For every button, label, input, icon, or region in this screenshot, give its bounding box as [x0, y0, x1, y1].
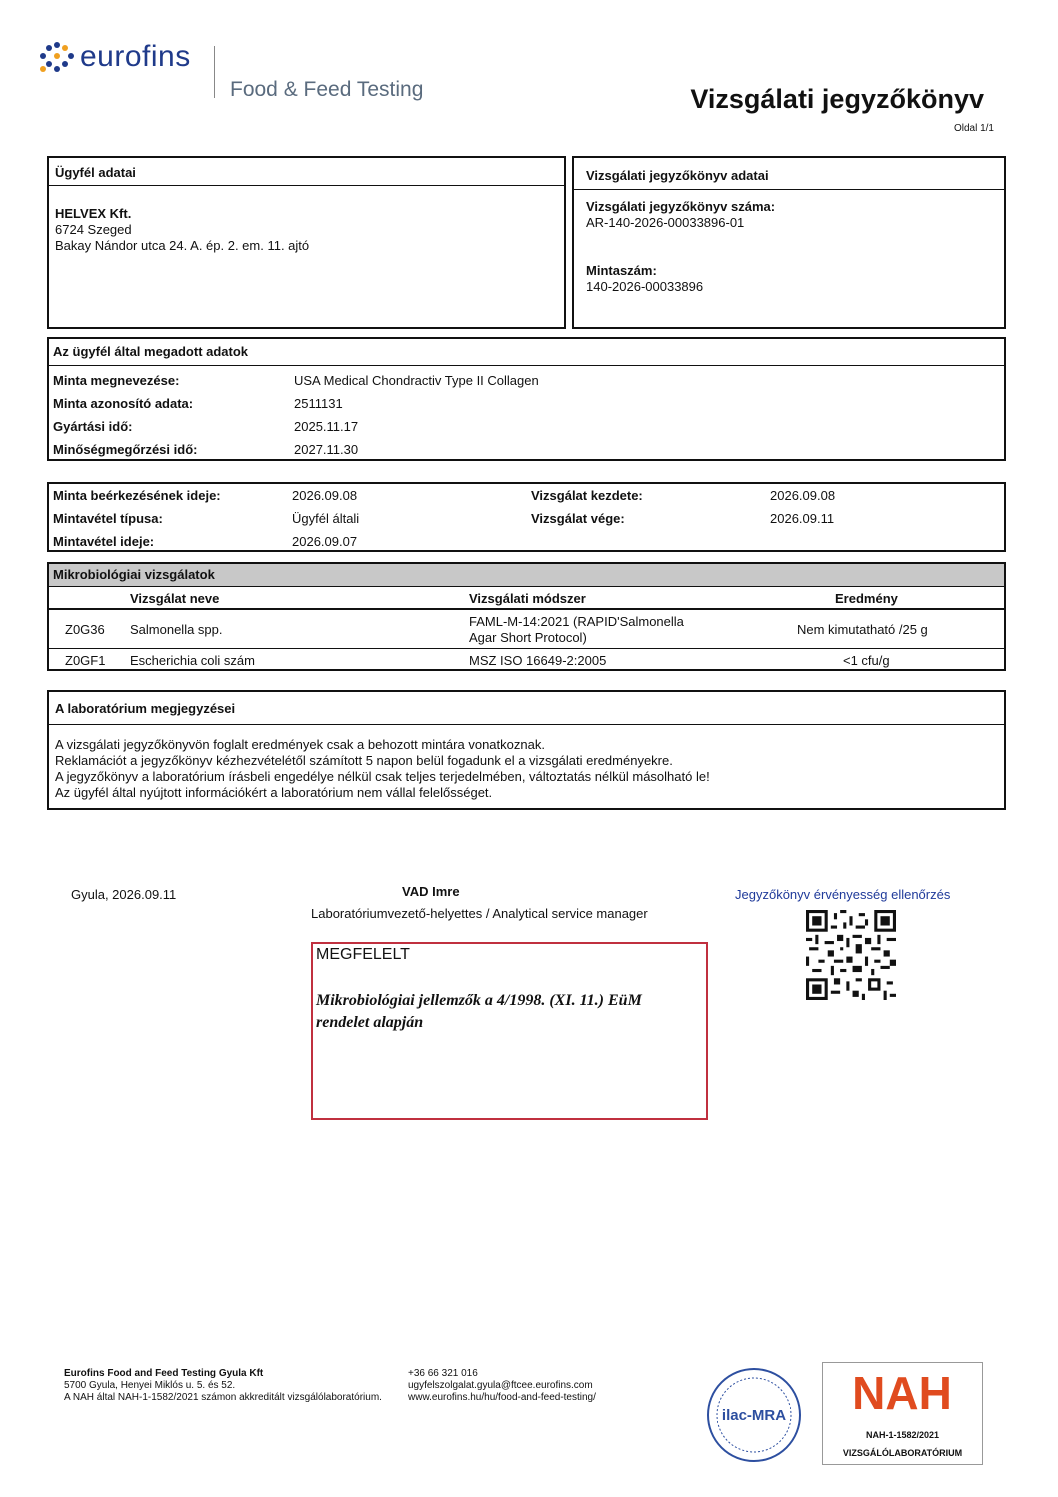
remarks-heading: A laboratórium megjegyzései: [49, 692, 1004, 725]
place-date: Gyula, 2026.09.11: [71, 887, 177, 902]
sample-arrival-value: 2026.09.08: [292, 488, 358, 503]
remark-line: Reklamációt a jegyzőkönyv kézhezvételétől számított 5 napon belül fogadunk el a vizsgálati eredményekre.: [55, 753, 673, 768]
footer-accreditation: A NAH által NAH-1-1582/2021 számon akkreditált vizsgálólaboratórium.: [64, 1392, 382, 1403]
test-end-label: Vizsgálat vége:: [531, 511, 625, 526]
footer-website[interactable]: www.eurofins.hu/hu/food-and-feed-testing/: [408, 1392, 596, 1403]
test-end-value: 2026.09.11: [770, 511, 835, 526]
sampling-date-label: Mintavétel ideje:: [53, 534, 155, 549]
table-row-method: FAML-M-14:2021 (RAPID'Salmonella: [469, 614, 684, 629]
table-row-method: MSZ ISO 16649-2:2005: [469, 653, 607, 668]
test-start-label: Vizsgálat kezdete:: [531, 488, 643, 503]
footer-phone: +36 66 321 016: [408, 1368, 478, 1379]
sample-id-value: 2511131: [294, 396, 343, 411]
table-row-name: Salmonella spp.: [130, 622, 223, 637]
sample-id-label: Minta azonosító adata:: [53, 396, 194, 411]
col-result: Eredmény: [835, 591, 898, 606]
ilac-text: ilac-MRA: [721, 1407, 787, 1424]
col-test-name: Vizsgálat neve: [130, 591, 220, 606]
remarks-box: [47, 690, 1006, 810]
sample-number: 140-2026-00033896: [586, 279, 704, 294]
verdict-box: [311, 942, 708, 1120]
client-heading: Ügyfél adatai: [49, 158, 564, 186]
table-row-code: Z0G36: [65, 622, 105, 637]
qr-code-icon[interactable]: [806, 910, 896, 1000]
sample-name-value: USA Medical Chondractiv Type II Collagen: [294, 373, 539, 388]
table-row-result: Nem kimutatható /25 g: [797, 622, 928, 637]
signer-name: VAD Imre: [402, 884, 460, 899]
verify-link[interactable]: Jegyzőkönyv érvényesség ellenőrzés: [735, 887, 951, 902]
sample-name-label: Minta megnevezése:: [53, 373, 180, 388]
signer-role: Laboratóriumvezető-helyettes / Analytical service manager: [311, 906, 648, 921]
micro-header-divider: [49, 608, 1004, 610]
client-box: [47, 156, 566, 329]
report-box: [572, 156, 1006, 329]
sample-arrival-label: Minta beérkezésének ideje:: [53, 488, 221, 503]
nah-label: VIZSGÁLÓLABORATÓRIUM: [842, 1448, 963, 1458]
report-heading: Vizsgálati jegyzőkönyv adatai: [574, 158, 1004, 190]
page-title: Vizsgálati jegyzőkönyv: [690, 84, 984, 114]
sampling-box: [47, 482, 1006, 552]
nah-mark-icon: [823, 1363, 982, 1423]
footer-email[interactable]: ugyfelszolgalat.gyula@ftcee.eurofins.com: [408, 1380, 593, 1391]
nah-letters: NAH: [852, 1367, 952, 1419]
footer-address: 5700 Gyula, Henyei Miklós u. 5. és 52.: [64, 1380, 236, 1391]
customer-data-heading: Az ügyfél által megadott adatok: [49, 339, 1004, 366]
report-number: AR-140-2026-00033896-01: [586, 215, 745, 230]
nah-accreditation-logo: [822, 1362, 983, 1465]
client-city: 6724 Szeged: [55, 222, 132, 237]
verdict-status: MEGFELELT: [316, 946, 410, 963]
micro-box: [47, 562, 1006, 671]
nah-number: NAH-1-1582/2021: [865, 1430, 940, 1440]
production-date-value: 2025.11.17: [294, 419, 359, 434]
report-number-label: Vizsgálati jegyzőkönyv száma:: [586, 199, 776, 214]
remark-line: A jegyzőkönyv a laboratórium írásbeli engedélye nélkül csak teljes terjedelmében, változtatás nélkül másolható le!: [55, 769, 710, 784]
table-row-name: Escherichia coli szám: [130, 653, 255, 668]
remark-line: Az ügyfél által nyújtott információkért a laboratórium nem vállal felelősséget.: [55, 785, 493, 800]
remark-line: A vizsgálati jegyzőkönyvön foglalt eredmények csak a behozott mintára vonatkoznak.: [55, 737, 545, 752]
sampling-type-label: Mintavétel típusa:: [53, 511, 163, 526]
ilac-mra-seal-icon: [706, 1367, 802, 1463]
best-before-value: 2027.11.30: [294, 442, 359, 457]
client-address: Bakay Nándor utca 24. A. ép. 2. em. 11. ajtó: [55, 238, 310, 253]
col-method: Vizsgálati módszer: [469, 591, 586, 606]
verdict-line: Mikrobiológiai jellemzők a 4/1998. (XI. 11.) EüM: [316, 992, 642, 1009]
verdict-line: rendelet alapján: [316, 1014, 424, 1031]
eurofins-logo-icon: [40, 42, 74, 76]
sample-number-label: Mintaszám:: [586, 263, 657, 278]
page-number: Oldal 1/1: [953, 123, 994, 134]
test-start-value: 2026.09.08: [770, 488, 836, 503]
table-row-method-cont: Agar Short Protocol): [469, 630, 587, 645]
table-row-result: <1 cfu/g: [843, 653, 890, 668]
logo-subtitle: Food & Feed Testing: [230, 78, 424, 101]
logo-wordmark: eurofins: [80, 40, 191, 73]
footer-company: Eurofins Food and Feed Testing Gyula Kft: [64, 1368, 264, 1379]
sampling-date-value: 2026.09.07: [292, 534, 358, 549]
client-name: HELVEX Kft.: [55, 206, 132, 221]
best-before-label: Minőségmegőrzési idő:: [53, 442, 198, 457]
customer-data-box: [47, 337, 1006, 461]
micro-row-divider: [49, 648, 1004, 649]
production-date-label: Gyártási idő:: [53, 419, 133, 434]
micro-heading: Mikrobiológiai vizsgálatok: [49, 564, 1004, 587]
logo-divider: [214, 46, 215, 98]
table-row-code: Z0GF1: [65, 653, 106, 668]
sampling-type-value: Ügyfél általi: [292, 511, 360, 526]
